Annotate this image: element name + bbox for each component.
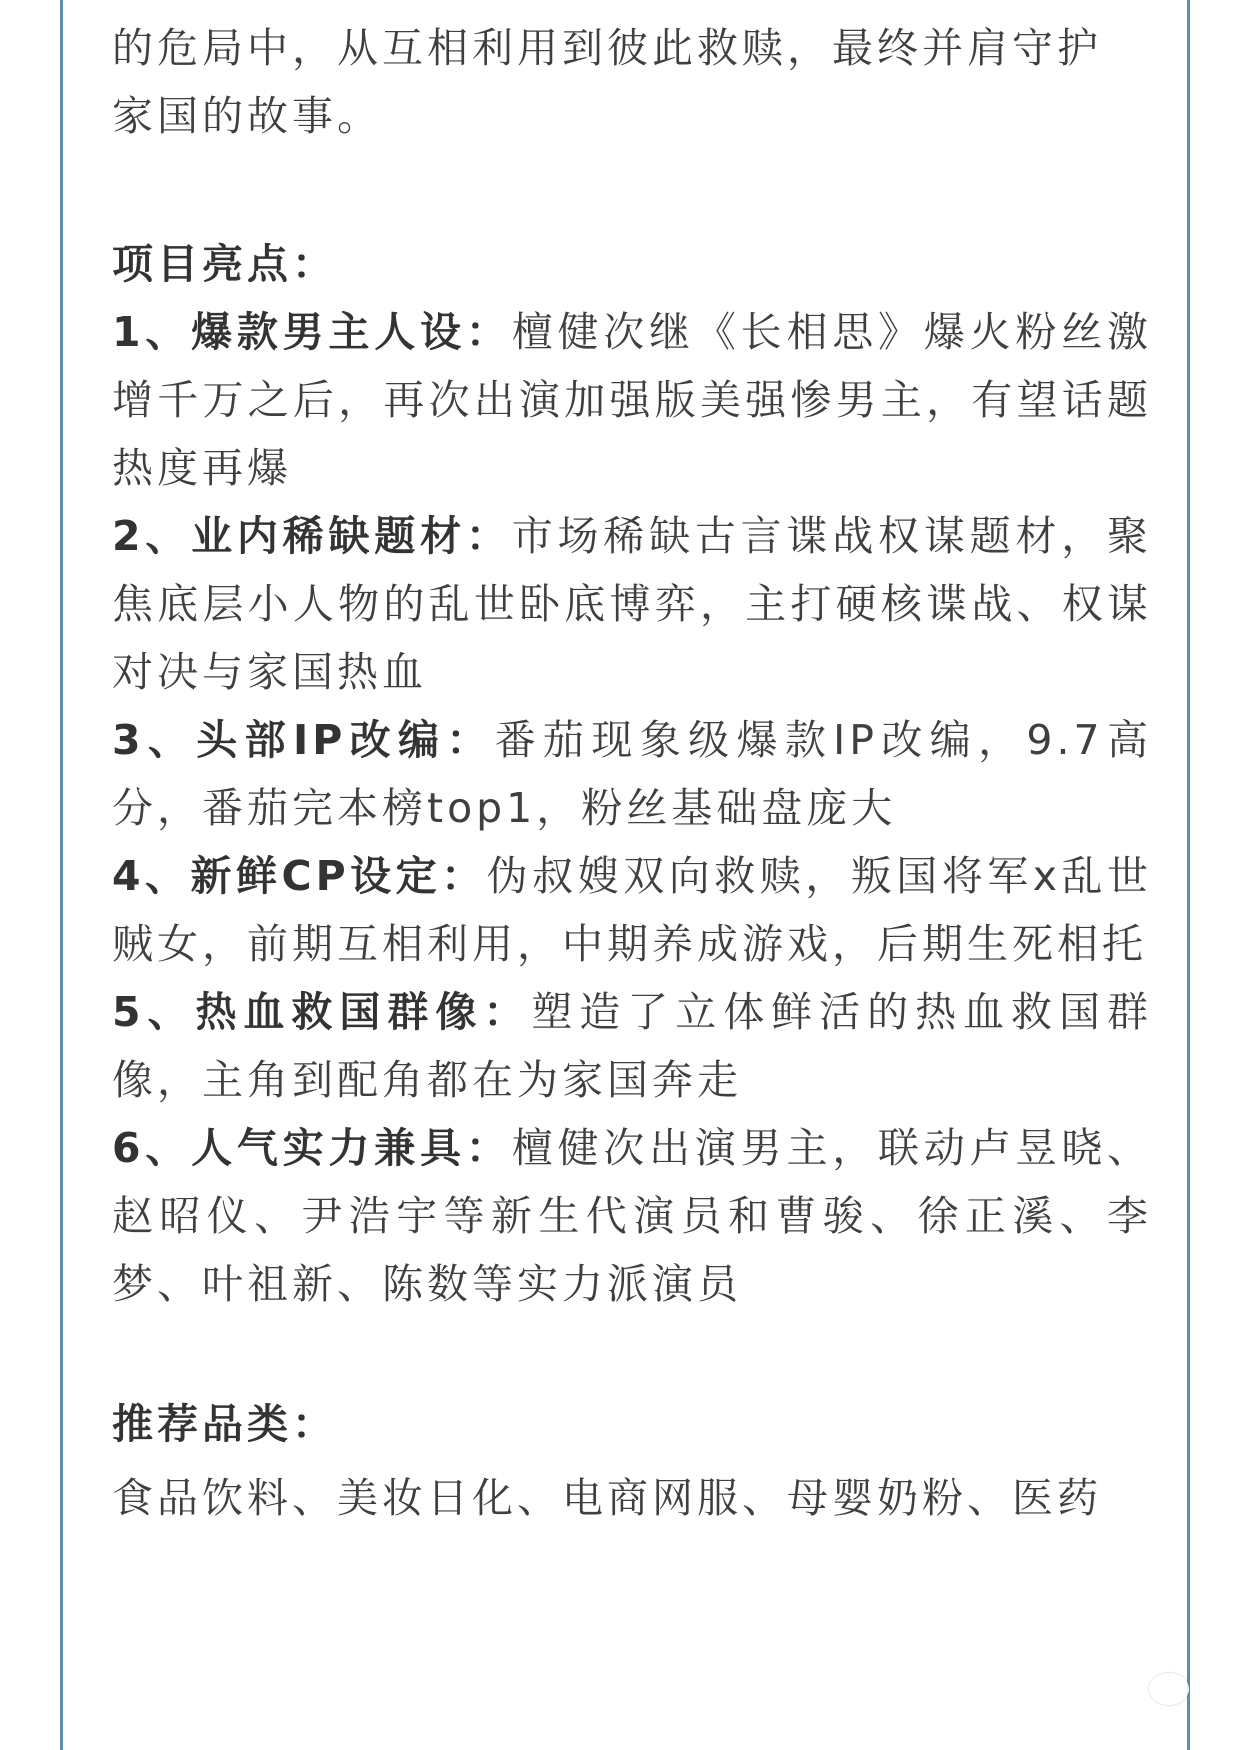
intro-line-1: 的危局中，从互相利用到彼此救赎，最终并肩守护	[112, 24, 1102, 72]
intro-paragraph	[112, 14, 1152, 150]
highlight-lead: 6、人气实力兼具：	[112, 1124, 512, 1172]
highlights-title: 项目亮点：	[112, 240, 337, 288]
highlight-item-2	[112, 502, 1152, 706]
highlight-lead: 5、热血救国群像：	[112, 988, 532, 1036]
watermark	[1149, 1673, 1189, 1705]
highlight-text: 塑造了立体鲜活的热血救国群像，主角到配角都在为家国奔走	[112, 988, 1153, 1104]
highlight-item-4	[112, 842, 1152, 978]
weibo-logo-icon	[1149, 1673, 1189, 1705]
highlight-item-6	[112, 1114, 1152, 1318]
recommend-text: 食品饮料、美妆日化、电商网服、母婴奶粉、医药	[112, 1474, 1102, 1522]
highlight-lead: 4、新鲜CP设定：	[112, 852, 487, 900]
highlight-lead: 2、业内稀缺题材：	[112, 512, 512, 560]
highlight-text: 番茄现象级爆款IP改编，9.7高分，番茄完本榜top1，粉丝基础盘庞大	[112, 716, 1152, 832]
highlight-text: 伪叔嫂双向救赎，叛国将军x乱世贼女，前期互相利用，中期养成游戏，后期生死相托	[112, 852, 1153, 968]
highlight-text: 檀健次继《长相思》爆火粉丝激增千万之后，再次出演加强版美强惨男主，有望话题热度再爆	[112, 308, 1153, 492]
highlight-item-1	[112, 298, 1152, 502]
highlight-text: 市场稀缺古言谍战权谋题材，聚焦底层小人物的乱世卧底博弈，主打硬核谍战、权谋对决与家国热血	[112, 512, 1153, 696]
article-body	[112, 0, 1152, 1532]
recommend-title: 推荐品类：	[112, 1400, 337, 1448]
highlight-lead: 3、头部IP改编：	[112, 716, 495, 764]
highlight-item-3	[112, 706, 1152, 842]
highlight-item-5	[112, 978, 1152, 1114]
intro-line-2: 家国的故事。	[112, 92, 382, 140]
highlight-lead: 1、爆款男主人设：	[112, 308, 512, 356]
highlight-text: 檀健次出演男主，联动卢昱晓、赵昭仪、尹浩宇等新生代演员和曹骏、徐正溪、李梦、叶祖新、陈数等实力派演员	[112, 1124, 1153, 1308]
